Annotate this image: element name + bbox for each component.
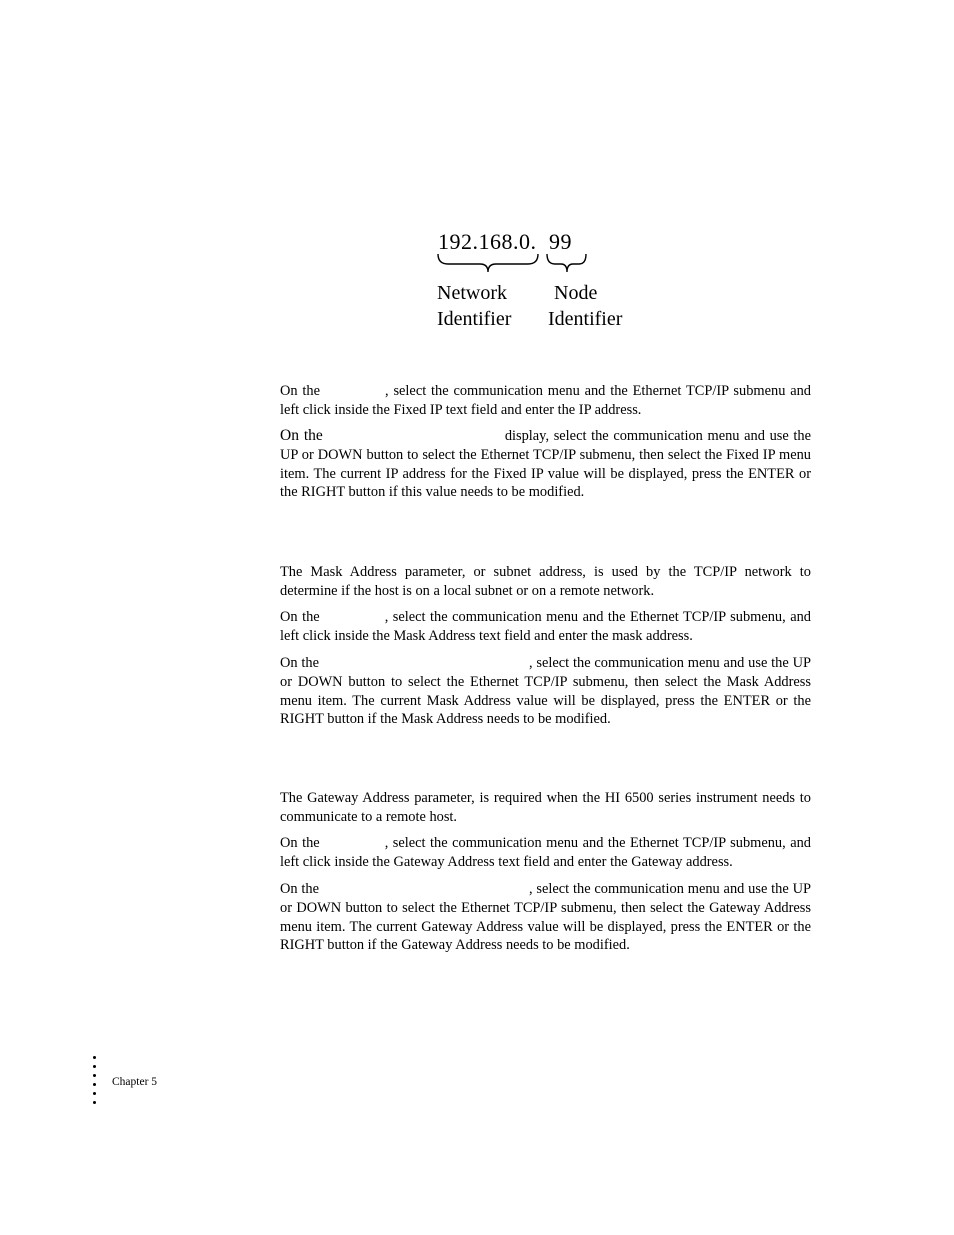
dot bbox=[93, 1083, 96, 1086]
fixed-ip-web-paragraph: On the , select the communication menu and the Ethernet TCP/IP submenu and left click inside the Fixed IP text field and enter the IP address. bbox=[280, 383, 811, 418]
chapter-footer: Chapter 5 bbox=[112, 1076, 158, 1088]
gateway-intro-paragraph: The Gateway Address parameter, is required when the HI 6500 series instrument needs to communicate to a remote host. bbox=[280, 790, 811, 825]
mask-display-paragraph: On the , select the communication menu and use the UP or DOWN button to select the Ethernet TCP/IP submenu, then select the Mask Address menu item. The current Mask Address value will be displayed, press the ENTER or the RIGHT button if the Mask Address needs to be modified. bbox=[280, 655, 811, 728]
fixed-ip-display-paragraph: On the display, select the communication menu and use the UP or DOWN button to select the Ethernet TCP/IP submenu, then select the Fixed IP menu item. The current IP address for the Fixed IP value will be displayed, press the ENTER or the RIGHT button if this value needs to be modified. bbox=[280, 427, 811, 501]
gateway-display-paragraph: On the , select the communication menu and use the UP or DOWN button to select the Ethernet TCP/IP submenu, then select the Gateway Address menu item. The current Gateway Address value will be displayed, press the ENTER or the RIGHT button if the Gateway Address needs to be modified. bbox=[280, 881, 811, 954]
node-brace bbox=[547, 254, 586, 272]
node-identifier-label: Node Identifier bbox=[548, 282, 623, 330]
dot bbox=[93, 1056, 96, 1059]
margin-dots bbox=[92, 1056, 98, 1110]
network-brace bbox=[438, 254, 538, 272]
dot bbox=[93, 1074, 96, 1077]
mask-web-paragraph: On the , select the communication menu and the Ethernet TCP/IP submenu, and left click inside the Mask Address text field and enter the mask address. bbox=[280, 609, 811, 644]
dot bbox=[93, 1092, 96, 1095]
ip-address-diagram bbox=[430, 226, 650, 336]
network-identifier-digits: 192.168.0. bbox=[438, 229, 537, 254]
gateway-web-paragraph: On the , select the communication menu and the Ethernet TCP/IP submenu, and left click inside the Gateway Address text field and enter the Gateway address. bbox=[280, 835, 811, 870]
network-identifier-label: Network Identifier bbox=[437, 282, 512, 330]
dot bbox=[93, 1065, 96, 1068]
identifier-braces bbox=[430, 226, 650, 286]
node-identifier-digits: 99 bbox=[549, 229, 572, 254]
dot bbox=[93, 1101, 96, 1104]
mask-intro-paragraph: The Mask Address parameter, or subnet address, is used by the TCP/IP network to determine if the host is on a local subnet or on a remote network. bbox=[280, 564, 811, 599]
